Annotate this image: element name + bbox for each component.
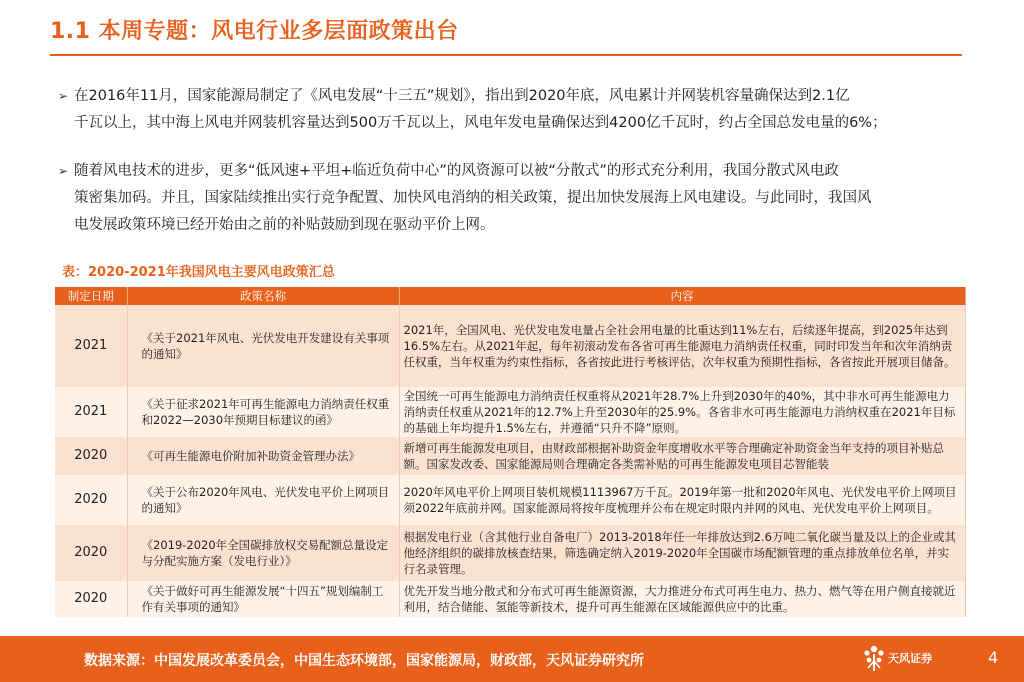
arrow-bullet-icon: ➢: [58, 89, 69, 103]
tianfeng-logo-icon: [862, 643, 886, 673]
table-row: [55, 437, 965, 475]
table-header-row: [55, 287, 965, 305]
row-policy-name: 《关于2021年风电、光伏发电开发建设有关事项的通知》: [127, 305, 399, 387]
footer-bar: [0, 636, 1024, 682]
row-policy-name: 《可再生能源电价附加补助资金管理办法》: [127, 437, 399, 475]
row-content-text: 新增可再生能源发电项目，由财政部根据补助资金年度增收水平等合理确定补助资金当年支持的项目补贴总额。国家发改委、国家能源局则合理确定各类需补贴的可再生能源发电项目芯智能装: [403, 441, 944, 471]
footer-source: 数据来源：中国发展改革委员会，中国生态环境部，国家能源局，财政部，天风证券研究所: [84, 653, 644, 669]
row-date: 2020: [55, 475, 127, 525]
bullet-text: 随着风电技术的进步，更多“低风速+平坦+临近负荷中心”的风资源可以被“分散式”的形式充分利用，我国分散式风电政: [74, 163, 839, 179]
row-content: 根据发电行业（含其他行业自备电厂）2013-2018年任一年排放达到2.6万吨二氧化碳当量及以上的企业或其他经济组织的碳排放核查结果，筛选确定纳入2019-2020年全国碳市场配额管理的重点排放单位名单，并实行名录管理。: [399, 525, 965, 581]
bullet-text: 在2016年11月，国家能源局制定了《风电发展“十三五”规划》，指出到2020年底，风电累计并网装机容量确保达到2.1亿: [74, 88, 850, 104]
arrow-bullet-icon: ➢: [58, 164, 69, 178]
bullet-paragraph-1: [58, 83, 970, 137]
row-policy-name: 《2019-2020年全国碳排放权交易配额总量设定与分配实施方案（发电行业）》: [127, 525, 399, 581]
row-date: 2021: [55, 305, 127, 387]
row-policy-name: 《关于征求2021年可再生能源电力消纳责任权重和2022—2030年预期目标建议的函》: [127, 387, 399, 437]
logo-text: 天风证券: [888, 652, 932, 665]
table-caption: 表：2020-2021年我国风电主要风电政策汇总: [62, 265, 335, 280]
header-policy-name: 政策名称: [127, 287, 399, 305]
row-policy-name: 《关于公布2020年风电、光伏发电平价上网项目的通知》: [127, 475, 399, 525]
table-row: [55, 387, 965, 437]
header-date: 制定日期: [55, 287, 127, 305]
row-content: 2020年风电平价上网项目装机规模1113967万千瓦。2019年第一批和2020年风电、光伏发电平价上网项目须2022年底前并网。国家能源局将按年度梳理并公布在规定时限内并网的风电、光伏发电平价上网项目。: [399, 475, 965, 525]
row-content: 全国统一可再生能源电力消纳责任权重将从2021年28.7%上升到2030年的40%，其中非水可再生能源电力消纳责任权重从2021年的12.7%上升至2030年的25.9%。各省非水可再生能源电力消纳权重在2021年目标的基础上年均提升1.5%左右，并遵循“只升不降”原则。: [399, 387, 965, 437]
bullet-line: [58, 158, 970, 185]
table-row: [55, 581, 965, 617]
bullet-line: 策密集加码。并且，国家陆续推出实行竞争配置、加快风电消纳的相关政策，提出加快发展海上风电建设。与此同时，我国风: [74, 190, 872, 206]
row-date: 2020: [55, 581, 127, 617]
bullet-line: 电发展政策环境已经开始由之前的补贴鼓励到现在驱动平价上网。: [74, 217, 495, 233]
policy-table: [55, 287, 966, 617]
row-date: 2020: [55, 437, 127, 475]
row-date: 2020: [55, 525, 127, 581]
row-content: 优先开发当地分散式和分布式可再生能源资源，大力推进分布式可再生电力、热力、燃气等在用户侧直接就近利用，结合储能、氢能等新技术，提升可再生能源在区域能源供应中的比重。: [399, 581, 965, 617]
header-content: 内容: [399, 287, 965, 305]
table-row: [55, 525, 965, 581]
bullet-paragraph-2: [58, 158, 970, 239]
page-title: 1.1 本周专题：风电行业多层面政策出台: [50, 19, 459, 44]
page-number: 4: [988, 648, 999, 667]
bullet-line: 千瓦以上，其中海上风电并网装机容量达到500万千瓦以上，风电年发电量确保达到4200亿千瓦时，约占全国总发电量的6%；: [74, 115, 887, 131]
table-row: [55, 305, 965, 387]
bullet-line: [58, 83, 970, 110]
table-row: [55, 475, 965, 525]
company-logo: [862, 643, 942, 675]
row-date: 2021: [55, 387, 127, 437]
title-divider: [50, 54, 962, 56]
row-content: 2021年，全国风电、光伏发电发电量占全社会用电量的比重达到11%左右，后续逐年提高，到2025年达到16.5%左右。从2021年起，每年初滚动发布各省可再生能源电力消纳责任权重，同时印发当年和次年消纳责任权重，当年权重为约束性指标，各省按此进行考核评估，次年权重为预期性指标，各省按此开展项目储备。: [399, 305, 965, 387]
row-content: [399, 437, 965, 475]
row-policy-name: 《关于做好可再生能源发展“十四五”规划编制工作有关事项的通知》: [127, 581, 399, 617]
